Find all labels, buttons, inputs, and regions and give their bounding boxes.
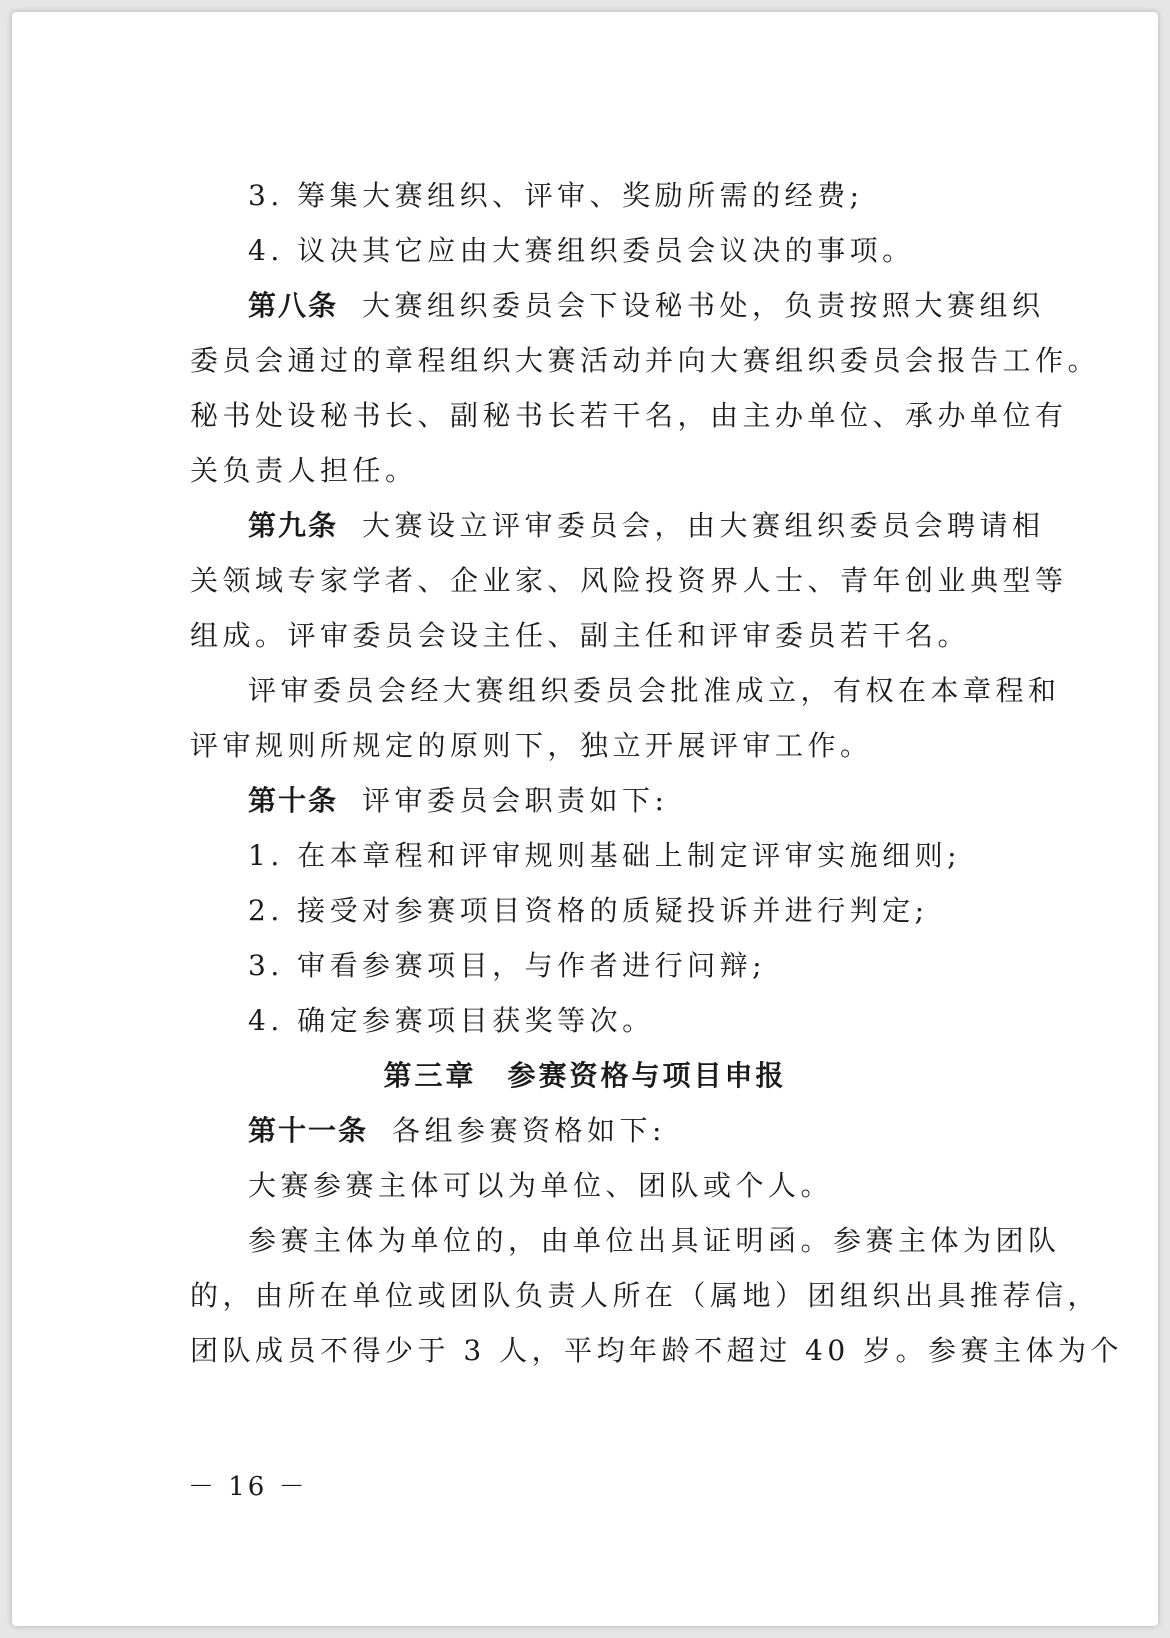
text-line: 3. 审看参赛项目，与作者进行问辩; xyxy=(248,949,767,982)
article-paragraph xyxy=(248,783,668,819)
text-line: 3. 筹集大赛组织、评审、奖励所需的经费; xyxy=(248,179,864,212)
article-paragraph xyxy=(248,508,1045,544)
text-line: 参赛主体为单位的，由单位出具证明函。参赛主体为团队 xyxy=(248,1224,1061,1257)
text-line: 秘书处设秘书长、副秘书长若干名，由主办单位、承办单位有 xyxy=(190,399,1068,432)
page-number: － 16 － xyxy=(188,1472,308,1502)
text-line: 关领域专家学者、企业家、风险投资界人士、青年创业典型等 xyxy=(190,564,1068,597)
text-line: 大赛参赛主体可以为单位、团队或个人。 xyxy=(248,1169,834,1202)
text-line: 关负责人担任。 xyxy=(190,454,418,487)
text-line: 4. 议决其它应由大赛组织委员会议决的事项。 xyxy=(248,234,915,267)
article-heading: 第八条 xyxy=(248,289,339,322)
article-paragraph xyxy=(248,1113,666,1149)
text-line: 评审委员会职责如下: xyxy=(362,784,669,817)
article-heading: 第十条 xyxy=(248,784,339,817)
text-line: 4. 确定参赛项目获奖等次。 xyxy=(248,1004,655,1037)
article-heading: 第九条 xyxy=(248,509,339,542)
text-line: 的，由所在单位或团队负责人所在（属地）团组织出具推荐信， xyxy=(190,1279,1101,1312)
text-line: 委员会通过的章程组织大赛活动并向大赛组织委员会报告工作。 xyxy=(190,344,1101,377)
article-heading: 第十一条 xyxy=(248,1114,369,1147)
text-line: 各组参赛资格如下: xyxy=(392,1114,666,1147)
text-line: 大赛设立评审委员会，由大赛组织委员会聘请相 xyxy=(362,509,1045,542)
text-line: 评审规则所规定的原则下，独立开展评审工作。 xyxy=(190,729,873,762)
text-line: 2. 接受对参赛项目资格的质疑投诉并进行判定; xyxy=(248,894,929,927)
article-paragraph xyxy=(248,288,1045,324)
text-line: 团队成员不得少于 3 人，平均年龄不超过 40 岁。参赛主体为个 xyxy=(190,1334,1124,1367)
text-line: 组成。评审委员会设主任、副主任和评审委员若干名。 xyxy=(190,619,971,652)
text-line: 大赛组织委员会下设秘书处，负责按照大赛组织 xyxy=(362,289,1045,322)
text-line: 评审委员会经大赛组织委员会批准成立，有权在本章程和 xyxy=(248,674,1061,707)
text-line: 1. 在本章程和评审规则基础上制定评审实施细则; xyxy=(248,839,962,872)
chapter-heading: 第三章 参赛资格与项目申报 xyxy=(383,1059,787,1092)
